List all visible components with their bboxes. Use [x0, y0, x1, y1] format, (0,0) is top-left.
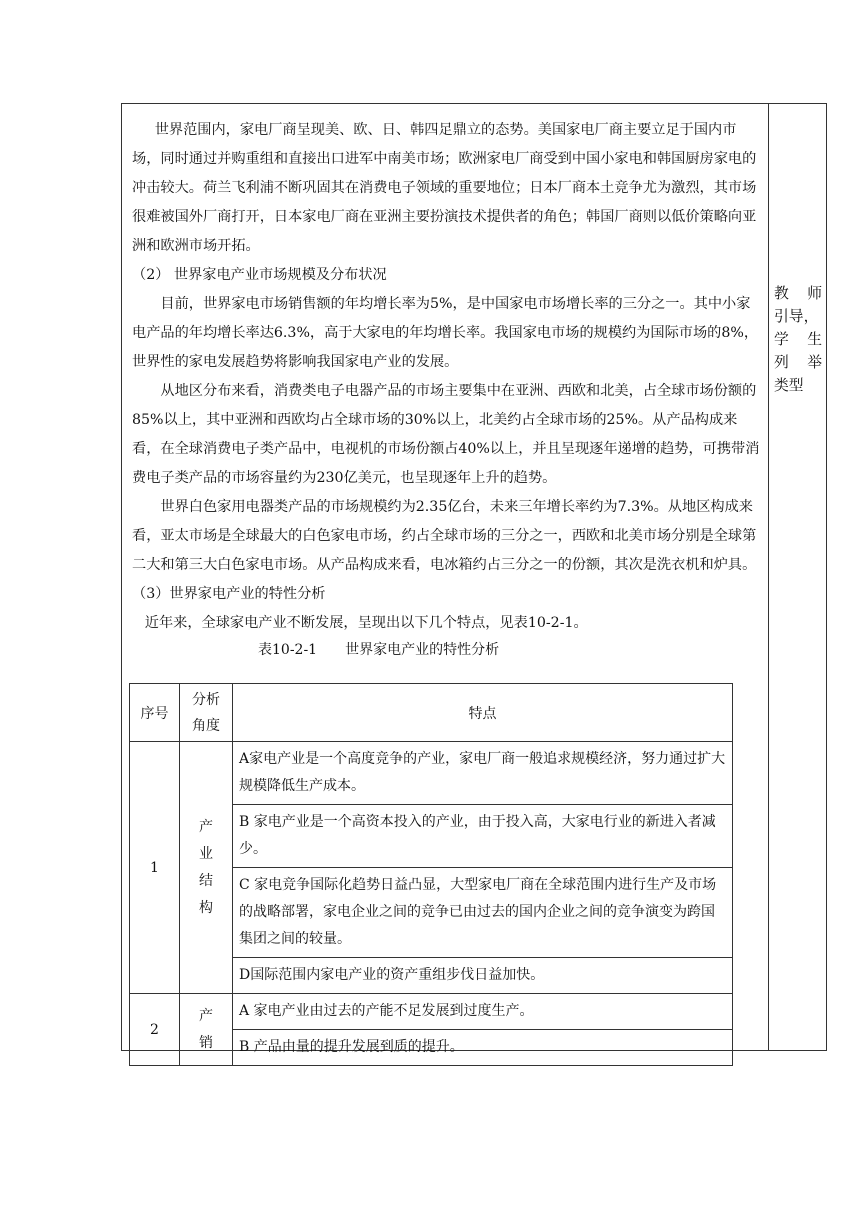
side-note-char: 生 [807, 331, 822, 348]
lesson-frame [121, 103, 827, 1055]
paragraph-world-vendors: 世界范围内，家电厂商呈现美、欧、日、韩四足鼎立的态势。美国家电厂商主要立足于国内市场，同时通过并购重组和直接出口进军中南美市场；欧洲家电厂商受到中国小家电和韩国厨房家电的冲击较大。荷兰飞利浦不断巩固其在消费电子领域的重要地位；日本厂商本土竞争尤为激烈，其市场很难被国外厂商打开，日本家电厂商在亚洲主要扮演技术提供者的角色；韩国厂商则以低价策略向亚洲和欧洲市场开拓。 [132, 122, 757, 254]
paragraph-white-goods: 世界白色家用电器类产品的市场规模约为2.35亿台，未来三年增长率约为7.3%。从地区构成来看，亚太市场是全球最大的白色家电市场，约占全球市场的三分之一，西欧和北美市场分别是全球第二大和第三大白色家电市场。从产品构成来看，电冰箱约占三分之一的份额，其次是洗衣机和炉具。 [132, 499, 757, 573]
paragraph-regional-distribution: 从地区分布来看，消费类电子电器产品的市场主要集中在亚洲、西欧和北美，占全球市场份额的85%以上，其中亚洲和西欧均占全球市场的30%以上，北美约占全球市场的25%。从产品构成来看，在全球消费电子类产品中，电视机的市场份额占40%以上，并且呈现逐年递增的趋势，可携带消费电子类产品的市场容量约为230亿美元，也呈现逐年上升的趋势。 [132, 383, 760, 486]
feature-cell: D国际范围内家电产业的资产重组步伐日益加快。 [233, 958, 733, 994]
header-angle [180, 684, 233, 742]
table-caption-title: 世界家电产业的特性分析 [345, 642, 500, 658]
main-content [132, 116, 762, 662]
group-angle [180, 742, 233, 994]
table-row [130, 994, 733, 1030]
header-angle-line: 分析 [192, 691, 220, 708]
heading-market-scale: （2） 世界家电产业市场规模及分布状况 [132, 267, 387, 283]
header-angle-line: 角度 [192, 717, 220, 734]
angle-char: 结 [199, 872, 213, 889]
table-caption-number: 表10-2-1 [258, 642, 318, 658]
side-note-char: 学 [774, 331, 789, 348]
header-number: 序号 [130, 684, 180, 742]
feature-cell: B 家电产业是一个高资本投入的产业，由于投入高，大家电行业的新进入者减少。 [233, 805, 733, 868]
side-note-char: 举 [807, 354, 822, 371]
group-angle [180, 994, 233, 1066]
feature-cell: A家电产业是一个高度竞争的产业，家电厂商一般追求规模经济，努力通过扩大规模降低生产成本。 [233, 742, 733, 805]
angle-char: 产 [199, 818, 213, 835]
side-note-char: 列 [774, 354, 789, 371]
side-note-line: 引导， [774, 308, 819, 325]
side-note-char: 教 [774, 285, 789, 302]
heading-characteristics: （3）世界家电产业的特性分析 [132, 586, 326, 602]
feature-cell: A 家电产业由过去的产能不足发展到过度生产。 [233, 994, 733, 1030]
angle-char: 销 [199, 1034, 213, 1051]
angle-char: 构 [199, 899, 213, 916]
characteristics-table [129, 683, 733, 1066]
header-feature: 特点 [233, 684, 733, 742]
side-note-char: 师 [807, 285, 822, 302]
group-number: 1 [130, 742, 180, 994]
angle-char: 业 [199, 845, 213, 862]
feature-cell: B 产品由量的提升发展到质的提升。 [233, 1030, 733, 1066]
group-number: 2 [130, 994, 180, 1066]
teaching-method-note [774, 282, 822, 397]
table-row [130, 742, 733, 805]
column-divider [768, 104, 769, 1050]
table-caption [132, 638, 762, 662]
side-note-line: 类型 [774, 377, 804, 394]
table-header-row [130, 684, 733, 742]
paragraph-growth-rate: 目前，世界家电市场销售额的年均增长率为5%，是中国家电市场增长率的三分之一。其中小家电产品的年均增长率达6.3%，高于大家电的年均增长率。我国家电市场的规模约为国际市场的8%，世界性的家电发展趋势将影响我国家电产业的发展。 [132, 296, 759, 370]
angle-char: 产 [199, 1007, 213, 1024]
paragraph-table-intro: 近年来，全球家电产业不断发展，呈现出以下几个特点，见表10-2-1。 [144, 615, 588, 631]
feature-cell: C 家电竞争国际化趋势日益凸显，大型家电厂商在全球范围内进行生产及市场的战略部署，家电企业之间的竞争已由过去的国内企业之间的竞争演变为跨国集团之间的较量。 [233, 868, 733, 958]
